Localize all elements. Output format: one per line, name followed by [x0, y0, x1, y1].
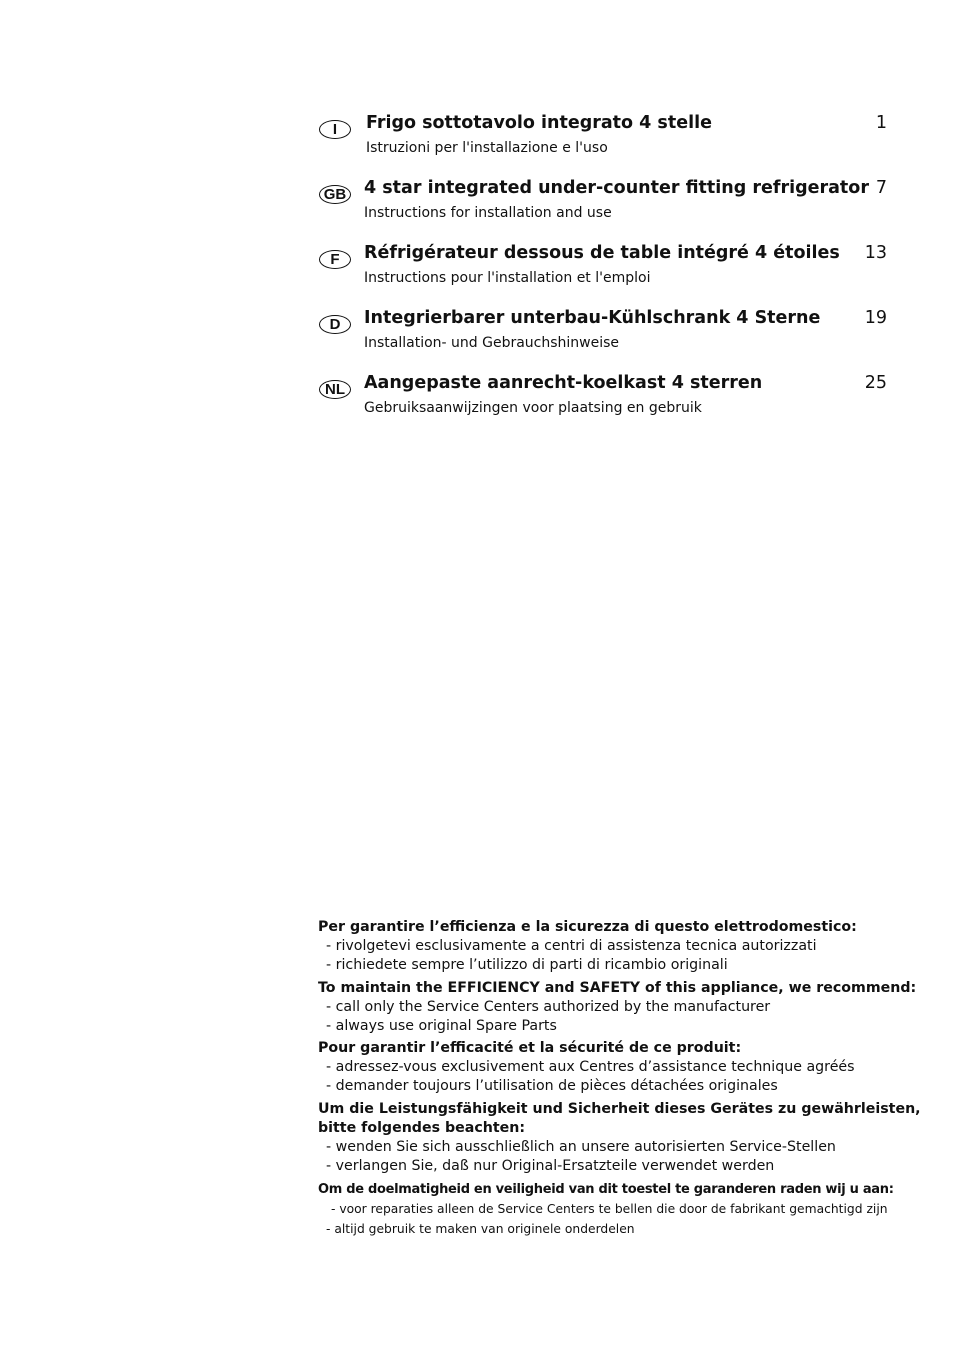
table-of-contents — [319, 112, 887, 437]
note-item: - altijd gebruik te maken van originele onderdelen — [326, 1222, 635, 1237]
entry-page-number: 13 — [864, 243, 887, 263]
entry-subtitle: Instructions pour l'installation et l'emploi — [364, 270, 651, 286]
toc-entry-german[interactable] — [319, 307, 887, 372]
entry-page-number: 19 — [864, 308, 887, 328]
entry-title: Integrierbarer unterbau-Kühlschrank 4 Sterne — [364, 308, 821, 328]
note-item: - call only the Service Centers authorized by the manufacturer — [326, 998, 771, 1015]
entry-page-number: 25 — [864, 373, 887, 393]
note-heading-english: To maintain the EFFICIENCY and SAFETY of this appliance, we recommend: — [318, 979, 917, 996]
note-item: - demander toujours l’utilisation de pièces détachées originales — [326, 1078, 778, 1095]
toc-entry-french[interactable] — [319, 242, 887, 307]
note-heading-german: Um die Leistungsfähigkeit und Sicherheit dieses Gerätes zu gewährleisten, — [318, 1100, 921, 1117]
note-heading-french: Pour garantir l’efficacité et la sécurité de ce produit: — [318, 1040, 742, 1057]
note-heading-german-continued: bitte folgendes beachten: — [318, 1119, 526, 1136]
language-badge: NL — [319, 380, 351, 399]
toc-entry-english[interactable] — [319, 177, 887, 242]
entry-subtitle: Istruzioni per l'installazione e l'uso — [366, 140, 608, 156]
note-item: - verlangen Sie, daß nur Original-Ersatzteile verwendet werden — [326, 1158, 775, 1175]
entry-subtitle: Gebruiksaanwijzingen voor plaatsing en gebruik — [364, 400, 702, 416]
language-badge: D — [319, 315, 351, 334]
toc-entry-italian[interactable] — [319, 112, 887, 177]
entry-page-number: 7 — [875, 178, 887, 198]
language-badge: I — [319, 120, 351, 139]
entry-title: Aangepaste aanrecht-koelkast 4 sterren — [364, 373, 763, 393]
note-item: - richiedete sempre l’utilizzo di parti di ricambio originali — [326, 957, 728, 974]
note-item: - rivolgetevi esclusivamente a centri di assistenza tecnica autorizzati — [326, 938, 817, 954]
entry-subtitle: Instructions for installation and use — [364, 205, 612, 221]
entry-page-number: 1 — [875, 113, 887, 133]
note-item: - always use original Spare Parts — [326, 1017, 557, 1034]
toc-entry-dutch[interactable] — [319, 372, 887, 437]
language-badge: GB — [319, 185, 351, 204]
note-item: - voor reparaties alleen de Service Centers te bellen die door de fabrikant gemachtigd zijn — [331, 1202, 888, 1217]
entry-subtitle: Installation- und Gebrauchshinweise — [364, 335, 620, 351]
entry-title: Réfrigérateur dessous de table intégré 4 étoiles — [364, 243, 840, 263]
entry-title: 4 star integrated under-counter fitting refrigerator — [364, 178, 869, 198]
note-item: - wenden Sie sich ausschließlich an unsere autorisierten Service-Stellen — [326, 1138, 836, 1155]
note-heading-italian: Per garantire l’efficienza e la sicurezza di questo elettrodomestico: — [318, 919, 857, 935]
entry-title: Frigo sottotavolo integrato 4 stelle — [366, 113, 712, 133]
service-notes — [318, 918, 921, 1239]
language-badge: F — [319, 250, 351, 269]
note-heading-dutch: Om de doelmatigheid en veiligheid van dit toestel te garanderen raden wij u aan: — [318, 1182, 894, 1198]
note-item: - adressez-vous exclusivement aux Centres d’assistance technique agréés — [326, 1059, 855, 1076]
